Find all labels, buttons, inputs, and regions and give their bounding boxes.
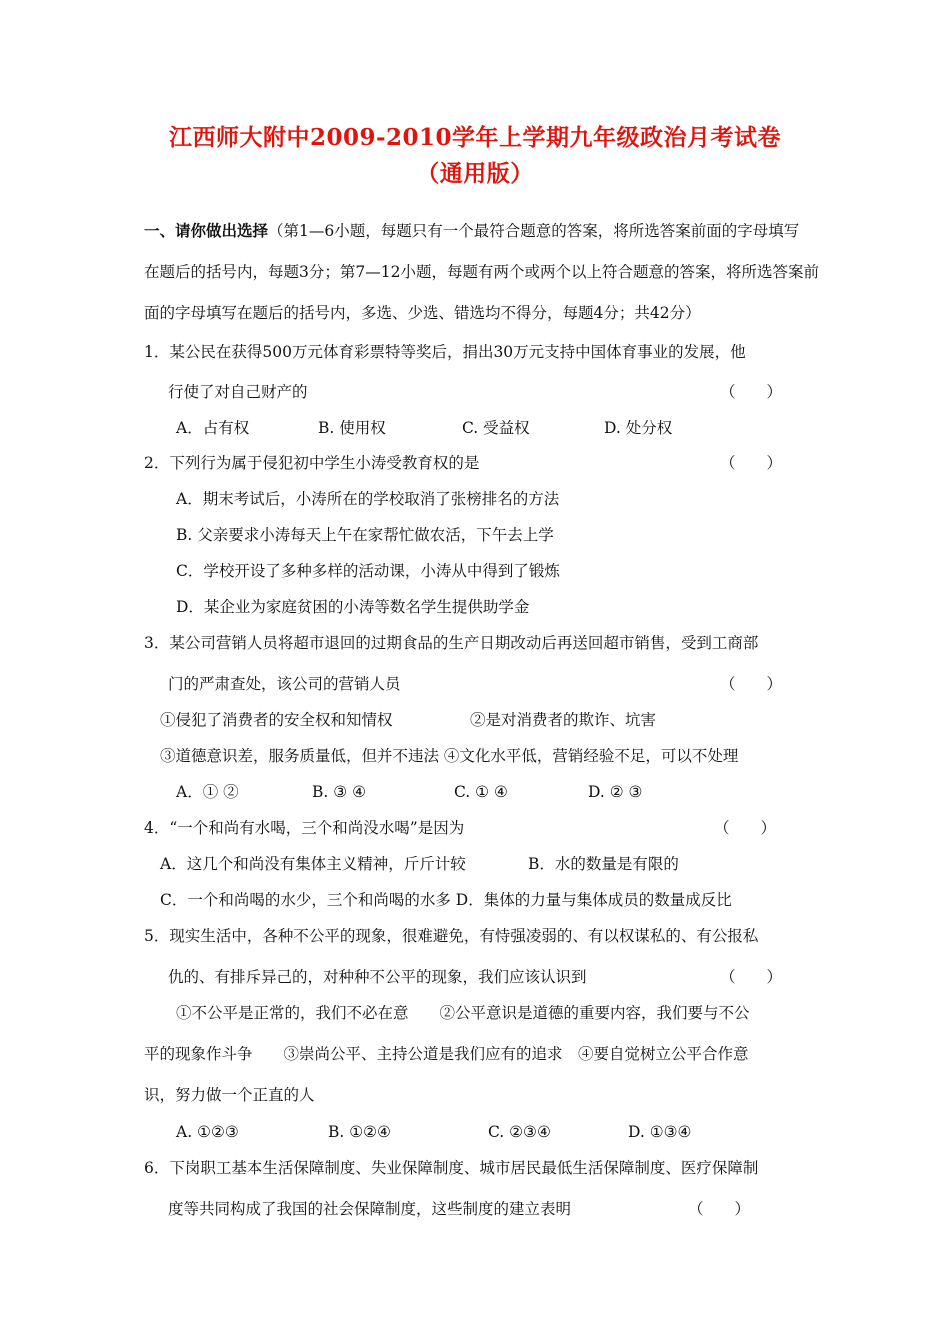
q5-statements-line-2: 平的现象作斗争 ③崇尚公平、主持公道是我们应有的追求 ④要自觉树立公平合作意 <box>144 1045 749 1063</box>
section-instructions-line-1 <box>144 221 799 241</box>
q1-stem-cont: 行使了对自己财产的 <box>168 383 308 401</box>
q1-option-a: A．占有权 <box>176 419 250 437</box>
q3-stem: 3．某公司营销人员将超市退回的过期食品的生产日期改动后再送回超市销售，受到工商部 <box>144 634 759 652</box>
q3-option-a: A．① ② <box>176 783 239 801</box>
q1-answer-blank: （ ） <box>720 383 783 401</box>
q5-statements-line-3: 识，努力做一个正直的人 <box>144 1086 315 1104</box>
q3-statements-3-4: ③道德意识差，服务质量低，但并不违法 ④文化水平低，营销经验不足，可以不处理 <box>160 747 739 765</box>
q1-stem: 1．某公民在获得500万元体育彩票特等奖后，捐出30万元支持中国体育事业的发展，他 <box>144 343 746 361</box>
section-heading: 一、请你做出选择 <box>144 221 269 240</box>
q4-option-a: A．这几个和尚没有集体主义精神，斤斤计较 <box>160 855 466 873</box>
q2-stem: 2．下列行为属于侵犯初中学生小涛受教育权的是 <box>144 454 480 472</box>
q5-option-a: A. ①②③ <box>176 1123 239 1141</box>
q2-option-c: C．学校开设了多种多样的活动课，小涛从中得到了锻炼 <box>176 562 560 580</box>
q3-option-b: B. ③ ④ <box>312 783 366 801</box>
q6-stem: 6．下岗职工基本生活保障制度、失业保障制度、城市居民最低生活保障制度、医疗保障制 <box>144 1159 759 1177</box>
q6-stem-cont: 度等共同构成了我国的社会保障制度，这些制度的建立表明 <box>168 1200 572 1218</box>
q2-option-a: A．期末考试后，小涛所在的学校取消了张榜排名的方法 <box>176 490 560 508</box>
q4-stem: 4．“一个和尚有水喝，三个和尚没水喝”是因为 <box>144 819 465 837</box>
q2-option-b: B. 父亲要求小涛每天上午在家帮忙做农活，下午去上学 <box>176 526 554 544</box>
q3-statement-2: ②是对消费者的欺诈、坑害 <box>470 711 657 729</box>
page-title: 江西师大附中2009-2010学年上学期九年级政治月考试卷（通用版） <box>168 124 782 187</box>
q5-option-b: B. ①②④ <box>328 1123 391 1141</box>
q5-stem: 5．现实生活中，各种不公平的现象，很难避免，有恃强凌弱的、有以权谋私的、有公报私 <box>144 927 759 945</box>
section-instructions-line-2: 在题后的括号内，每题3分；第7—12小题，每题有两个或两个以上符合题意的答案，将所选答案前 <box>144 263 819 281</box>
q5-option-d: D. ①③④ <box>628 1123 692 1141</box>
q2-answer-blank: （ ） <box>720 454 783 472</box>
q1-option-d: D. 处分权 <box>604 419 673 437</box>
section-instructions-line-3: 面的字母填写在题后的括号内，多选、少选、错选均不得分，每题4分；共42分） <box>144 304 701 322</box>
q5-stem-cont: 仇的、有排斥异己的，对种种不公平的现象，我们应该认识到 <box>168 968 587 986</box>
q4-options-c-d: C．一个和尚喝的水少，三个和尚喝的水多 D．集体的力量与集体成员的数量成反比 <box>160 891 732 909</box>
section-instr-1: （第1—6小题，每题只有一个最符合题意的答案，将所选答案前面的字母填写 <box>268 222 800 240</box>
q3-option-c: C. ① ④ <box>454 783 508 801</box>
q4-answer-blank: （ ） <box>714 819 777 837</box>
q5-answer-blank: （ ） <box>720 968 783 986</box>
q1-option-b: B. 使用权 <box>318 419 386 437</box>
q4-option-b: B．水的数量是有限的 <box>528 855 679 873</box>
q6-answer-blank: （ ） <box>688 1200 751 1218</box>
q1-option-c: C. 受益权 <box>462 419 530 437</box>
q3-answer-blank: （ ） <box>720 675 783 693</box>
q2-option-d: D．某企业为家庭贫困的小涛等数名学生提供助学金 <box>176 598 530 616</box>
q3-option-d: D. ② ③ <box>588 783 643 801</box>
q5-statements-line-1: ①不公平是正常的，我们不必在意 ②公平意识是道德的重要内容，我们要与不公 <box>176 1004 750 1022</box>
q5-option-c: C. ②③④ <box>488 1123 551 1141</box>
q3-stem-cont: 门的严肃查处，该公司的营销人员 <box>168 675 401 693</box>
q3-statement-1: ①侵犯了消费者的安全权和知情权 <box>160 711 393 729</box>
